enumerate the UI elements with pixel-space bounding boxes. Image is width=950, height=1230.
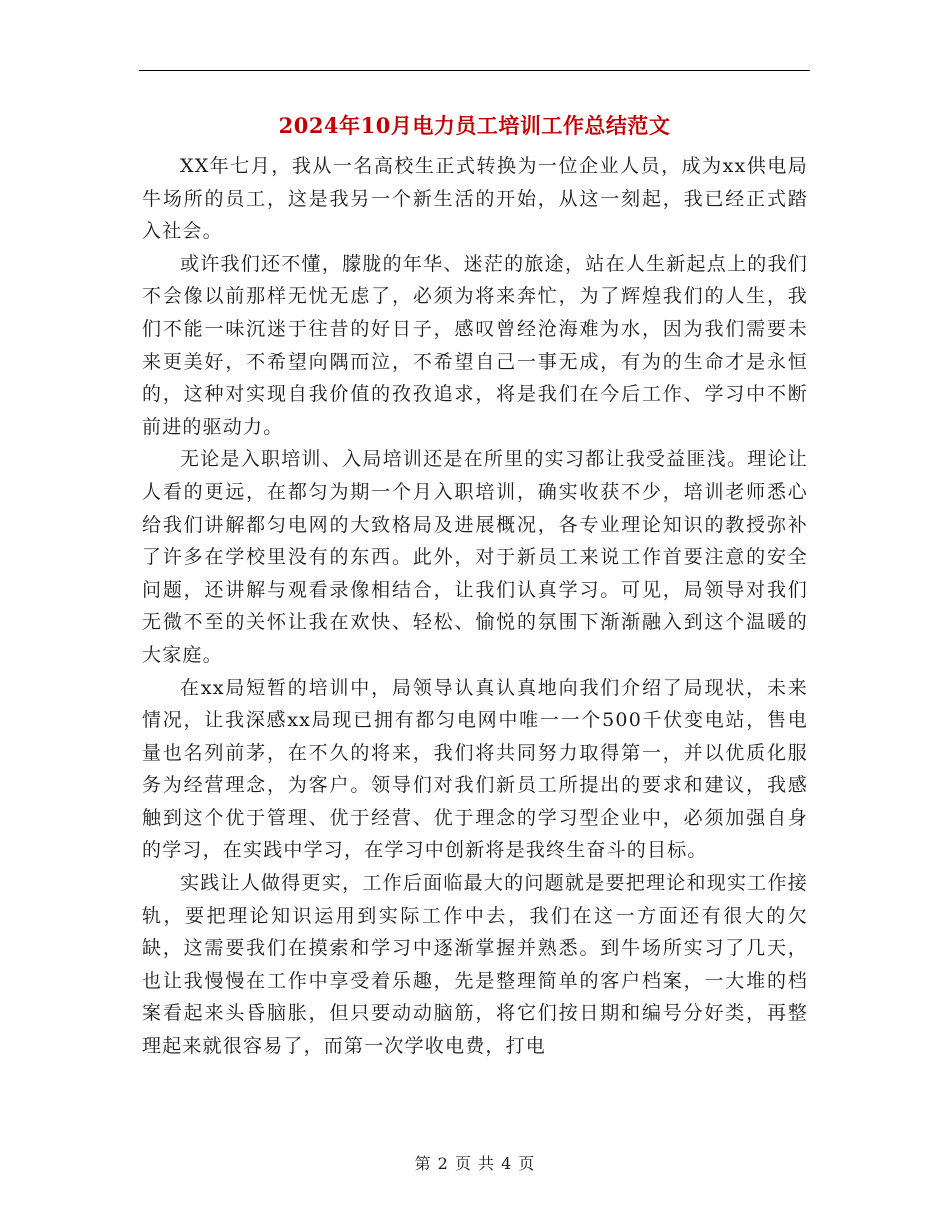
document-body bbox=[142, 150, 808, 1063]
document-title: 2024年10月电力员工培训工作总结范文 bbox=[278, 113, 671, 138]
paragraph: 在xx局短暂的培训中，局领导认真认真地向我们介绍了局现状，未来情况，让我深感xx局现已拥有都匀电网中唯一一个500千伏变电站，售电量也名列前茅，在不久的将来，我们将共同努力取得第一，并以优质化服务为经营理念，为客户。领导们对我们新员工所提出的要求和建议，我感触到这个优于管理、优于经营、优于理念的学习型企业中，必须加强自身的学习，在实践中学习，在学习中创新将是我终生奋斗的目标。 bbox=[142, 676, 808, 862]
paragraph: 或许我们还不懂，朦胧的年华、迷茫的旅途，站在人生新起点上的我们不会像以前那样无忧无虑了，必须为将来奔忙，为了辉煌我们的人生，我们不能一味沉迷于往昔的好日子，感叹曾经沧海难为水，因为我们需要未来更美好，不希望向隅而泣，不希望自己一事无成，有为的生命才是永恒的，这种对实现自我价值的孜孜追求，将是我们在今后工作、学习中不断前进的驱动力。 bbox=[142, 252, 808, 438]
header-divider bbox=[139, 70, 810, 71]
paragraph: XX年七月，我从一名高校生正式转换为一位企业人员，成为xx供电局牛场所的员工，这是我另一个新生活的开始，从这一刻起，我已经正式踏入社会。 bbox=[142, 155, 808, 243]
paragraph: 实践让人做得更实，工作后面临最大的问题就是要把理论和现实工作接轨，要把理论知识运用到实际工作中去，我们在这一方面还有很大的欠缺，这需要我们在摸索和学习中逐渐掌握并熟悉。到牛场所实习了几天，也让我慢慢在工作中享受着乐趣，先是整理简单的客户档案，一大堆的档案看起来头昏脑胀，但只要动动脑筋，将它们按日期和编号分好类，再整理起来就很容易了，而第一次学收电费，打电 bbox=[142, 872, 808, 1058]
page-number-footer: 第 2 页 共 4 页 bbox=[414, 1154, 536, 1173]
paragraph: 无论是入职培训、入局培训还是在所里的实习都让我受益匪浅。理论让人看的更远，在都匀为期一个月入职培训，确实收获不少，培训老师悉心给我们讲解都匀电网的大致格局及进展概况，各专业理论知识的教授弥补了许多在学校里没有的东西。此外，对于新员工来说工作首要注意的安全问题，还讲解与观看录像相结合，让我们认真学习。可见，局领导对我们无微不至的关怀让我在欢快、轻松、愉悦的氛围下渐渐融入到这个温暖的大家庭。 bbox=[142, 448, 808, 666]
